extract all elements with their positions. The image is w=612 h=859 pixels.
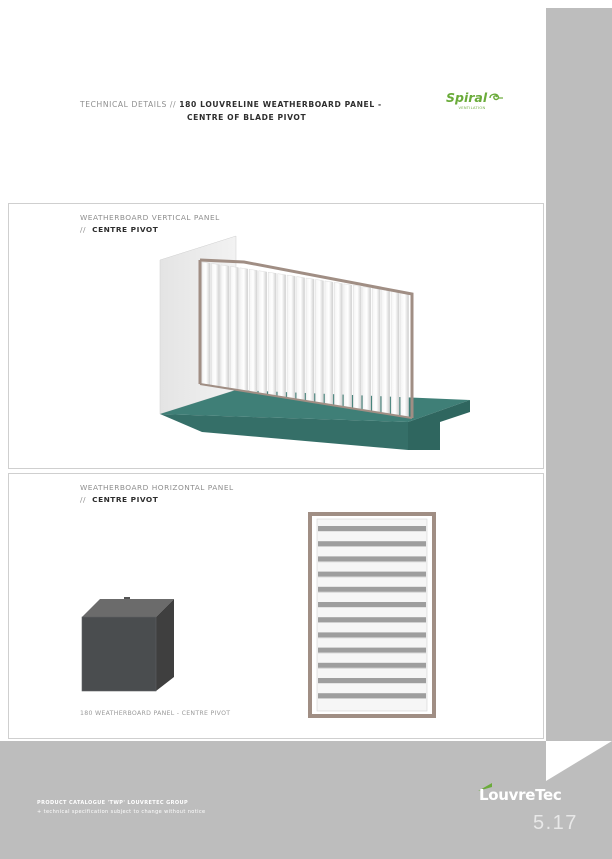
title-line1: 180 LOUVRELINE WEATHERBOARD PANEL - <box>179 100 382 109</box>
vertical-section-title: WEATHERBOARD VERTICAL PANEL <box>80 213 220 222</box>
louvre-blade <box>287 275 295 399</box>
louvre-blade <box>325 281 333 405</box>
louvre-blade <box>249 269 257 393</box>
louvre-blade <box>318 541 426 546</box>
side-band <box>546 8 612 859</box>
horizontal-section-subtitle: CENTRE PIVOT <box>92 495 159 504</box>
louvre-blade <box>211 263 219 386</box>
horizontal-section-slash: // <box>80 495 86 504</box>
vertical-section-subtitle: CENTRE PIVOT <box>92 225 159 234</box>
louvre-blade <box>391 291 399 416</box>
louvre-blade <box>334 282 342 407</box>
panel-profile-illustration <box>78 595 178 695</box>
louvre-blade <box>318 617 426 622</box>
louvre-blade <box>353 285 361 410</box>
page-number: 5.17 <box>533 812 578 834</box>
horizontal-section-title: WEATHERBOARD HORIZONTAL PANEL <box>80 483 234 492</box>
louvre-blade <box>318 556 426 561</box>
louvre-blade <box>382 290 390 415</box>
louvre-blade <box>306 278 314 402</box>
title-line2: CENTRE OF BLADE PIVOT <box>187 113 307 122</box>
louvre-blade <box>318 648 426 653</box>
louvre-blade <box>221 265 229 388</box>
spiral-swirl-icon <box>488 92 504 104</box>
horizontal-panel-illustration <box>308 512 436 718</box>
horizontal-section-label <box>80 482 234 506</box>
vertical-panel-illustration <box>150 232 475 454</box>
page-title <box>80 98 382 124</box>
louvre-blade <box>318 693 426 698</box>
horizontal-section-subtitle-line <box>80 494 234 506</box>
louvre-blade <box>315 279 323 403</box>
louvre-blade <box>318 602 426 607</box>
louvre-blade <box>401 293 409 418</box>
footer-disclaimer: + technical specification subject to change without notice <box>37 809 206 815</box>
louvre-blade <box>318 632 426 637</box>
louvre-blade <box>372 288 380 413</box>
louvre-blade <box>268 272 276 396</box>
vertical-section-slash: // <box>80 225 86 234</box>
spiral-logo-name: Spiral <box>446 90 488 105</box>
louvre-blade <box>318 526 426 531</box>
spiral-logo <box>444 88 506 116</box>
louvre-blade <box>318 678 426 683</box>
louvre-blade <box>318 663 426 668</box>
panel-caption: 180 WEATHERBOARD PANEL - CENTRE PIVOT <box>80 710 231 717</box>
footer-catalogue: PRODUCT CATALOGUE 'TWP' LOUVRETEC GROUP <box>37 800 189 806</box>
louvretec-logo <box>476 782 578 808</box>
louvretec-logo-name: LouvreTec <box>479 786 562 804</box>
louvre-blade <box>318 572 426 577</box>
title-prefix: TECHNICAL DETAILS // <box>80 100 177 109</box>
louvre-blade <box>230 266 238 390</box>
footer-text <box>37 799 206 817</box>
louvre-blade <box>240 268 248 392</box>
louvre-blade <box>259 271 267 395</box>
louvre-blade <box>363 287 371 412</box>
louvre-blade <box>297 277 305 401</box>
louvre-blade <box>318 587 426 592</box>
louvre-blade <box>202 262 210 385</box>
spiral-logo-tagline: VENTILATION <box>458 106 486 110</box>
louvre-blade <box>278 274 286 398</box>
footer-corner-notch <box>546 741 612 781</box>
louvre-blade <box>344 284 352 409</box>
